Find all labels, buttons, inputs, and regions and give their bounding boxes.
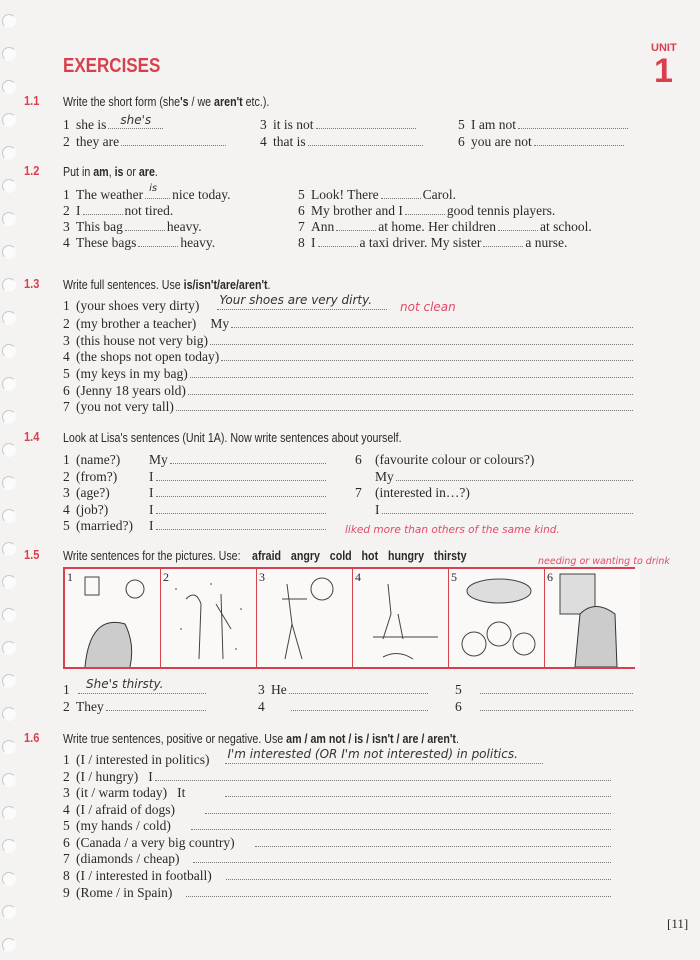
answer-blank[interactable] [318,237,358,247]
binder-hole [2,212,16,226]
binder-hole [2,245,16,259]
answer-blank[interactable] [382,504,634,514]
exercise-item: 6 [455,699,635,715]
exercise-item: 4 (job?) I [63,502,328,518]
answer-blank[interactable] [138,237,178,247]
picture-angry: 6 [545,569,640,667]
answer-blank[interactable]: She's thirsty. [78,684,206,694]
answer-blank[interactable] [205,804,611,814]
binder-hole [2,146,16,160]
binder-hole [2,410,16,424]
answer-blank[interactable]: I'm interested (OR I'm not interested) in politics. [225,754,543,764]
exercise-item: 3 This bag heavy. [63,219,202,234]
exercise-item: 1 She's thirsty. [63,682,208,698]
exercise-item: 1 The weather is nice today. [63,183,231,202]
answer-blank[interactable] [193,853,611,863]
answer-blank[interactable]: is [145,189,170,199]
binder-hole [2,806,16,820]
answer-blank[interactable] [405,205,445,215]
handwritten-note: liked more than others of the same kind. [345,524,560,536]
exercise-item: 2 (my brother a teacher) My [63,316,635,332]
section-number: 1.5 [24,547,40,562]
answer-blank[interactable] [186,887,611,897]
binder-hole [2,509,16,523]
answer-blank[interactable] [255,837,611,847]
binder-hole [2,905,16,919]
handwritten-note: not clean [400,300,456,314]
binder-hole [2,872,16,886]
page-title: EXERCISES [63,55,161,77]
binder-hole [2,113,16,127]
exercise-item: 2 (I / hungry) I [63,769,613,785]
answer-blank[interactable] [226,870,611,880]
exercise-item: 6 (Jenny 18 years old) [63,383,635,399]
binder-hole [2,740,16,754]
binder-hole [2,344,16,358]
binder-hole [2,707,16,721]
binder-hole [2,839,16,853]
exercise-item: 4 that is [260,134,425,150]
answer-blank[interactable] [518,119,628,129]
exercise-item: 7 (interested in…?) [355,485,470,500]
answer-blank[interactable]: she's [108,119,163,129]
section-number: 1.3 [24,276,40,291]
binder-hole [2,179,16,193]
exercise-item: 3 (it / warm today) It [63,785,613,801]
answer-blank[interactable] [170,454,326,464]
picture-hot: 3 [257,569,353,667]
illustration [257,569,352,667]
exercise-item: 8 I a taxi driver. My sister a nurse. [298,235,568,250]
answer-blank[interactable] [125,221,165,231]
exercise-item: 2 I not tired. [63,203,174,218]
exercise-item: 7 (diamonds / cheap) [63,851,613,867]
answer-blank[interactable] [155,771,611,781]
binder-hole [2,641,16,655]
answer-blank[interactable] [498,221,538,231]
picture-thirsty: 1 [65,569,161,667]
exercise-item: 4 (I / afraid of dogs) [63,802,613,818]
answer-blank[interactable] [316,119,416,129]
exercise-item: 5 I am not [458,117,630,133]
answer-blank[interactable] [156,471,327,481]
answer-blank[interactable] [156,487,327,497]
section-instructions: Write true sentences, positive or negative. Use am / am not / is / isn't / are / aren't. [63,731,459,746]
binder-hole [2,80,16,94]
exercise-item: I [375,502,635,518]
answer-blank[interactable]: Your shoes are very dirty. [217,300,387,310]
exercise-item: 1 she is she's [63,117,165,133]
answer-blank[interactable] [188,385,633,395]
answer-blank[interactable] [308,136,423,146]
binder-hole [2,443,16,457]
binder-hole [2,542,16,556]
exercise-item: My [375,469,635,485]
answer-blank[interactable] [231,318,633,328]
illustration [353,569,448,667]
section-instructions: Write full sentences. Use is/isn't/are/aren't. [63,277,271,292]
section-number: 1.6 [24,730,40,745]
exercise-item: 4 [258,699,430,715]
exercise-item: 3 (age?) I [63,485,328,501]
illustration [65,569,160,667]
answer-blank[interactable] [83,205,123,215]
section-number: 1.4 [24,429,40,444]
picture-strip [63,567,635,669]
answer-blank[interactable] [483,237,523,247]
binder-hole [2,575,16,589]
section-instructions: Write sentences for the pictures. Use: afraid angry cold hot hungry thirsty [63,548,467,563]
page-number: [11] [667,916,689,931]
binder-hole [2,47,16,61]
binder-hole [2,278,16,292]
exercise-item: 2 they are [63,134,228,150]
exercise-item: 6 My brother and I good tennis players. [298,203,556,218]
picture-cold: 2 [161,569,257,667]
exercise-item: 9 (Rome / in Spain) [63,885,613,901]
section-instructions: Look at Lisa's sentences (Unit 1A). Now write sentences about yourself. [63,430,402,445]
answer-blank[interactable] [106,701,206,711]
exercise-item: 3 it is not [260,117,418,133]
binder-hole [2,773,16,787]
exercise-item: 6 (Canada / a very big country) [63,835,613,851]
answer-blank[interactable] [396,471,633,481]
unit-label: UNIT [651,42,677,54]
exercise-item: 7 Ann at home. Her children at school. [298,219,592,234]
picture-hungry: 5 [449,569,545,667]
exercise-item: 7 (you not very tall) [63,399,635,415]
exercise-item: 5 (my keys in my bag) [63,366,635,382]
answer-blank[interactable] [210,335,633,345]
answer-blank[interactable] [176,401,633,411]
exercise-item: 8 (I / interested in football) [63,868,613,884]
illustration [545,569,640,667]
binder-hole [2,938,16,952]
unit-number: 1 [654,52,673,90]
exercise-item: 2 They [63,699,208,715]
exercise-item: 6 you are not [458,134,626,150]
handwritten-note: needing or wanting to drink [538,556,670,567]
exercise-item: 1 (name?) My [63,452,328,468]
picture-afraid: 4 [353,569,449,667]
exercise-item: 3 (this house not very big) [63,333,635,349]
answer-blank[interactable] [381,189,421,199]
answer-blank[interactable] [191,820,611,830]
exercise-item: 3 He [258,682,430,698]
exercise-item: 5 (married?) I [63,518,328,534]
binder-hole [2,311,16,325]
illustration [161,569,256,667]
answer-blank[interactable] [480,684,633,694]
exercise-item: 2 (from?) I [63,469,328,485]
answer-blank[interactable] [289,684,428,694]
section-number: 1.2 [24,163,40,178]
exercise-item: 4 (the shops not open today) [63,349,635,365]
section-instructions: Put in am, is or are. [63,164,158,179]
exercise-item: 4 These bags heavy. [63,235,216,250]
answer-blank[interactable] [336,221,376,231]
exercise-item: 5 [455,682,635,698]
exercise-item: 1 (I / interested in politics) I'm interested (OR I'm not interested) in politics. [63,752,545,768]
binder-hole [2,377,16,391]
binder-hole [2,674,16,688]
exercise-item: 6 (favourite colour or colours?) [355,452,535,467]
exercise-item: 5 (my hands / cold) [63,818,613,834]
section-instructions: Write the short form (she's / we aren't etc.). [63,94,270,109]
answer-blank[interactable] [534,136,624,146]
exercise-item: 5 Look! There Carol. [298,187,456,202]
answer-blank[interactable] [121,136,226,146]
illustration [449,569,544,667]
section-number: 1.1 [24,93,40,108]
answer-blank[interactable] [291,701,428,711]
binder-hole [2,608,16,622]
answer-blank[interactable] [156,504,327,514]
answer-blank[interactable] [480,701,633,711]
exercise-item: 1 (your shoes very dirty) Your shoes are very dirty. [63,298,635,314]
answer-blank[interactable] [190,368,633,378]
answer-blank[interactable] [225,787,611,797]
answer-blank[interactable] [156,520,327,530]
binder-hole [2,476,16,490]
answer-blank[interactable] [221,351,633,361]
binder-hole [2,14,16,28]
